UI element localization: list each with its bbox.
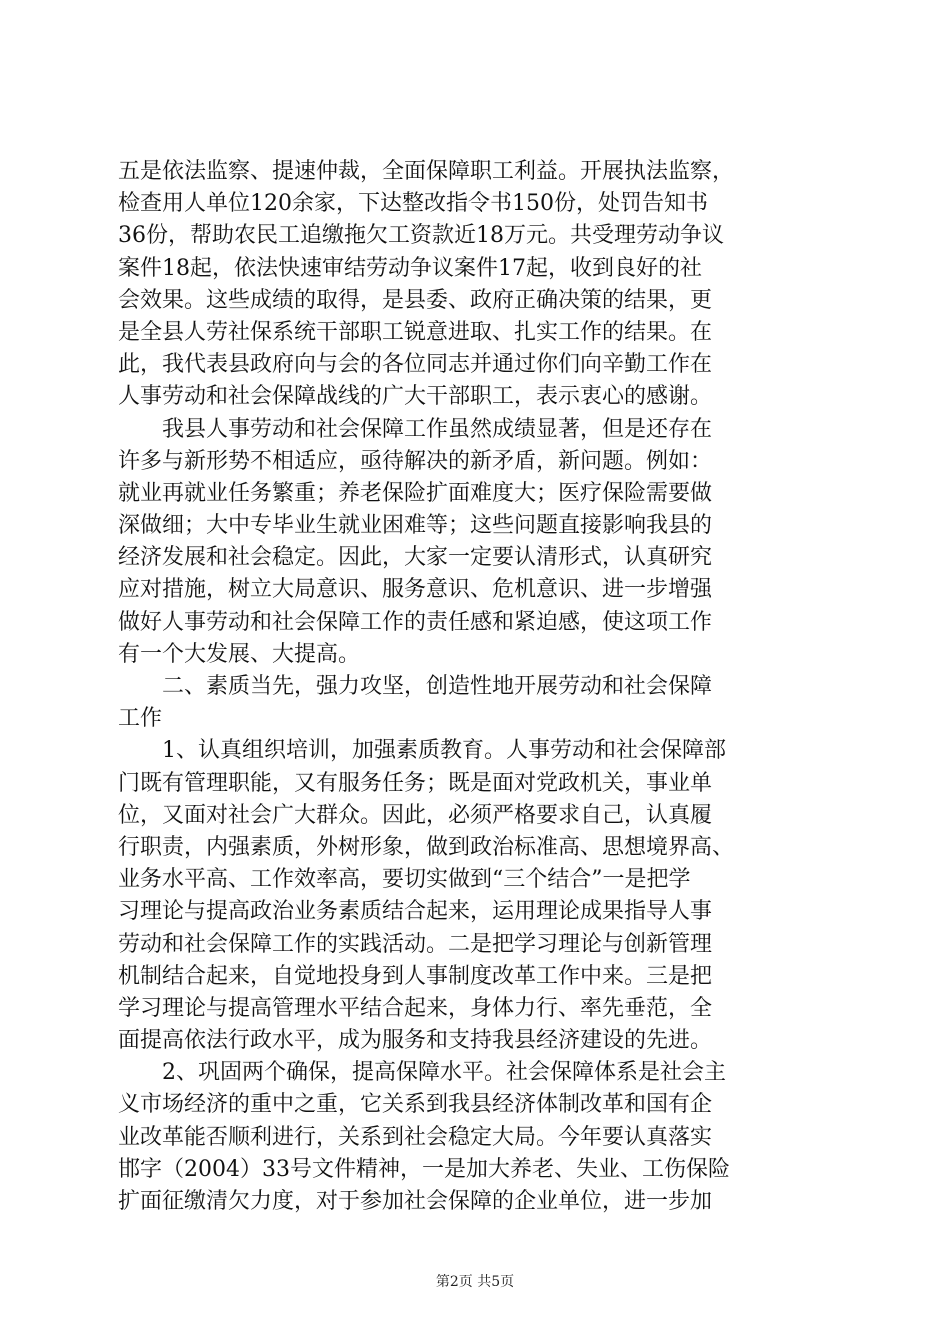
text-line: 门既有管理职能，又有服务任务；既是面对党政机关，事业单 bbox=[118, 770, 713, 796]
text-line: 应对措施，树立大局意识、服务意识、危机意识、进一步增强 bbox=[118, 577, 713, 603]
text-line: 检查用人单位120余家，下达整改指令书150份，处罚告知书 bbox=[118, 191, 708, 217]
text-line: 行职责，内强素质，外树形象，做到政治标准高、思想境界高、 bbox=[118, 834, 735, 860]
text-line: 经济发展和社会稳定。因此，大家一定要认清形式，认真研究 bbox=[118, 545, 713, 571]
text-line: 有一个大发展、大提高。 bbox=[118, 641, 361, 667]
text-line: 我县人事劳动和社会保障工作虽然成绩显著，但是还存在 bbox=[118, 416, 713, 442]
text-line: 人事劳动和社会保障战线的广大干部职工，表示衷心的感谢。 bbox=[118, 384, 713, 410]
text-line: 位，又面对社会广大群众。因此，必须严格要求自己，认真履 bbox=[118, 802, 713, 828]
text-line: 劳动和社会保障工作的实践活动。二是把学习理论与创新管理 bbox=[118, 931, 713, 957]
text-line: 习理论与提高政治业务素质结合起来，运用理论成果指导人事 bbox=[118, 899, 713, 925]
text-line: 邯字（2004）33号文件精神，一是加大养老、失业、工伤保险 bbox=[118, 1156, 730, 1182]
document-body bbox=[118, 156, 836, 1218]
text-line: 学习理论与提高管理水平结合起来，身体力行、率先垂范，全 bbox=[118, 995, 713, 1021]
text-line: 二、素质当先，强力攻坚，创造性地开展劳动和社会保障 bbox=[118, 674, 713, 699]
page-footer bbox=[0, 1272, 950, 1292]
text-line: 义市场经济的重中之重，它关系到我县经济体制改革和国有企 bbox=[118, 1092, 713, 1118]
text-line: 此，我代表县政府向与会的各位同志并通过你们向辛勤工作在 bbox=[118, 352, 713, 378]
text-line: 工作 bbox=[118, 706, 163, 732]
text-line: 业务水平高、工作效率高，要切实做到“三个结合”一是把学 bbox=[118, 867, 691, 893]
text-line: 会效果。这些成绩的取得，是县委、政府正确决策的结果，更 bbox=[118, 287, 713, 313]
text-line: 扩面征缴清欠力度，对于参加社会保障的企业单位，进一步加 bbox=[118, 1189, 713, 1214]
text-line: 五是依法监察、提速仲裁，全面保障职工利益。开展执法监察， bbox=[118, 159, 735, 184]
text-line: 业改革能否顺利进行，关系到社会稳定大局。今年要认真落实 bbox=[118, 1124, 713, 1150]
text-line: 1、认真组织培训，加强素质教育。人事劳动和社会保障部 bbox=[118, 738, 726, 764]
page-number-label: 第2页 共5页 bbox=[435, 1274, 515, 1290]
text-line: 2、巩固两个确保，提高保障水平。社会保障体系是社会主 bbox=[118, 1060, 726, 1086]
text-line: 许多与新形势不相适应，亟待解决的新矛盾，新问题。例如： bbox=[118, 448, 713, 474]
text-line: 机制结合起来，自觉地投身到人事制度改革工作中来。三是把 bbox=[118, 963, 713, 989]
text-line: 案件18起，依法快速审结劳动争议案件17起，收到良好的社 bbox=[118, 255, 702, 281]
text-line: 面提高依法行政水平，成为服务和支持我县经济建设的先进。 bbox=[118, 1028, 713, 1054]
text-line: 深做细；大中专毕业生就业困难等；这些问题直接影响我县的 bbox=[118, 513, 713, 539]
text-line: 就业再就业任务繁重；养老保险扩面难度大；医疗保险需要做 bbox=[118, 480, 713, 506]
text-line: 是全县人劳社保系统干部职工锐意进取、扎实工作的结果。在 bbox=[118, 319, 713, 345]
text-line: 36份，帮助农民工追缴拖欠工资款近18万元。共受理劳动争议 bbox=[118, 223, 724, 249]
text-line: 做好人事劳动和社会保障工作的责任感和紧迫感，使这项工作 bbox=[118, 609, 713, 635]
